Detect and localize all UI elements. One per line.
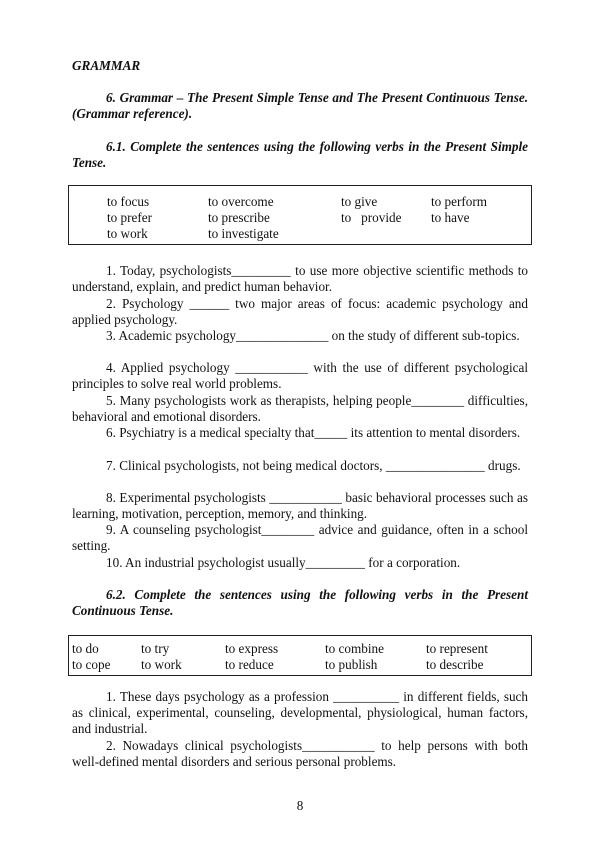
verb-item: to reduce: [225, 657, 274, 672]
task-6-2-heading: 6.2. Complete the sentences using the following verbs in the Present Continuous Tense.: [72, 587, 528, 619]
sentence-item: 6. Psychiatry is a medical specialty that_____ its attention to mental disorders.: [106, 425, 521, 440]
verb-item: to describe: [426, 657, 484, 672]
sentence-item: 1. Today, psychologists_________ to use more objective scientific methods to understand, explain, and predict human behavior.: [72, 263, 528, 295]
verb-box-6-1: [68, 185, 532, 245]
sentence-item: 4. Applied psychology ___________ with the use of different psychological principles to solve real world problems.: [72, 360, 528, 392]
sentence-item: 10. An industrial psychologist usually_________ for a corporation.: [106, 555, 461, 570]
page-number: 8: [296, 798, 304, 813]
sentence-item: 2. Nowadays clinical psychologists___________ to help persons with both well-defined mental disorders and serious personal problems.: [72, 738, 528, 770]
sentence-item: 1. These days psychology as a profession __________ in different fields, such as clinical, experimental, counseling, developmental, physiological, human factors, and industrial.: [72, 689, 528, 737]
sentence-item: 9. A counseling psychologist________ advice and guidance, often in a school setting.: [72, 522, 528, 554]
verb-item: to cope: [72, 657, 111, 672]
verb-item: to do: [72, 641, 99, 656]
verb-item: to work: [107, 226, 148, 241]
task-6-heading: 6. Grammar – The Present Simple Tense and The Present Continuous Tense. (Grammar reference).: [72, 90, 528, 122]
verb-item: to work: [141, 657, 182, 672]
verb-item: to prefer: [107, 210, 153, 225]
verb-item: to express: [225, 641, 279, 656]
verb-item: to publish: [325, 657, 378, 672]
verb-item: to perform: [431, 194, 488, 209]
verb-item: to investigate: [208, 226, 279, 241]
verb-item: to provide: [341, 210, 402, 225]
verb-item: to combine: [325, 641, 384, 656]
section-title: GRAMMAR: [72, 58, 141, 73]
verb-box-6-2: [68, 635, 532, 676]
task-6-1-heading: 6.1. Complete the sentences using the following verbs in the Present Simple Tense.: [72, 139, 528, 171]
sentence-item: 8. Experimental psychologists ___________ basic behavioral processes such as learning, motivation, perception, memory, and thinking.: [72, 490, 528, 522]
verb-item: to try: [141, 641, 170, 656]
verb-item: to represent: [426, 641, 488, 656]
sentence-item: 3. Academic psychology______________ on the study of different sub-topics.: [106, 328, 520, 343]
verb-item: to prescribe: [208, 210, 270, 225]
verb-item: to have: [431, 210, 470, 225]
sentence-item: 7. Clinical psychologists, not being medical doctors, _______________ drugs.: [106, 458, 521, 473]
sentence-item: 2. Psychology ______ two major areas of focus: academic psychology and applied psychology.: [72, 296, 528, 328]
verb-item: to give: [341, 194, 378, 209]
verb-item: to overcome: [208, 194, 274, 209]
verb-item: to focus: [107, 194, 150, 209]
sentence-item: 5. Many psychologists work as therapists, helping people________ difficulties, behavioral and emotional disorders.: [72, 393, 528, 425]
